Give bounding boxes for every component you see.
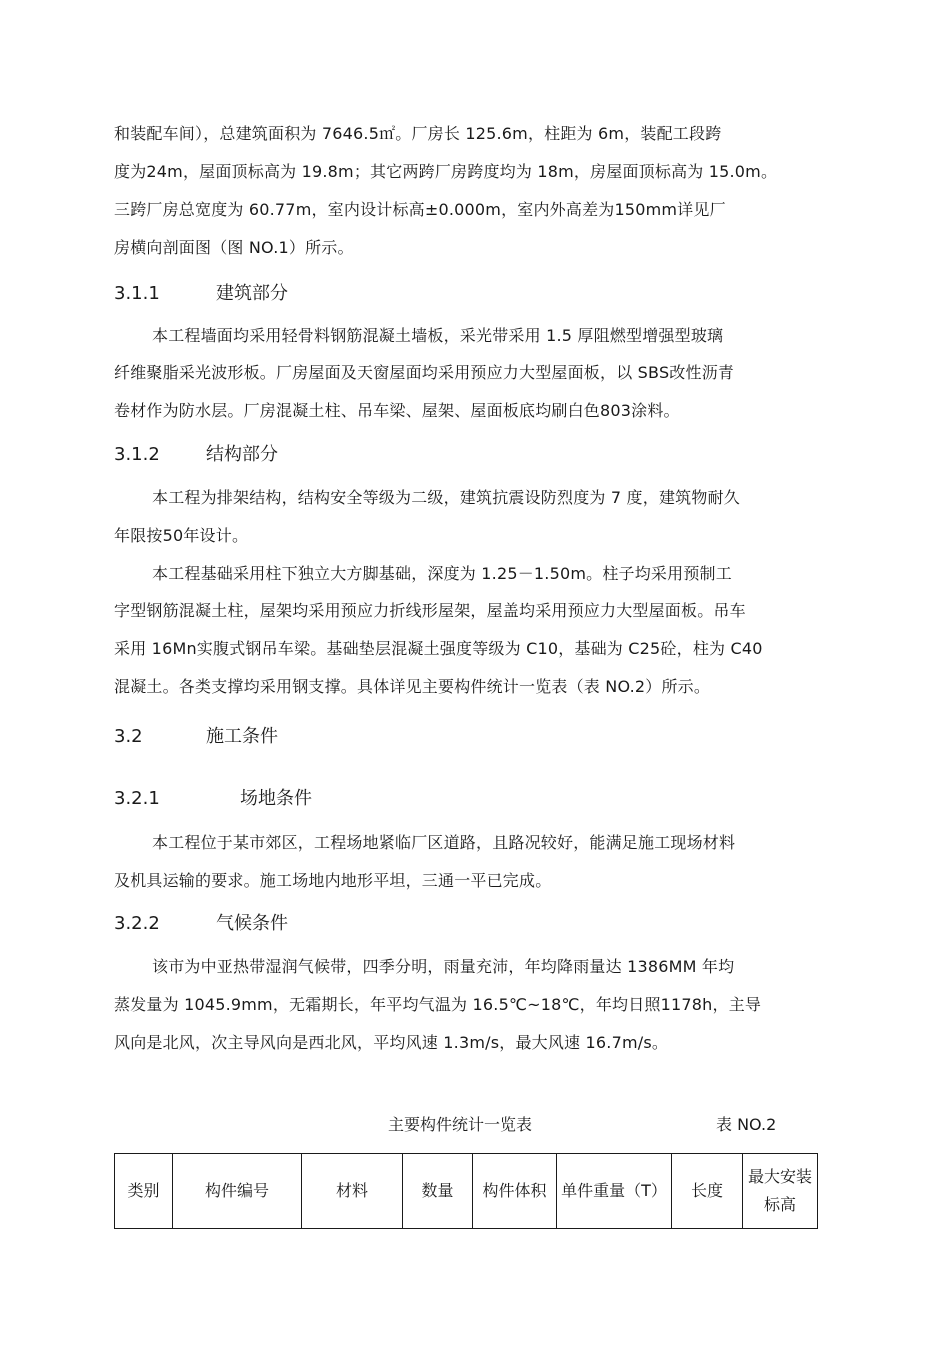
column-header: 单件重量（T） (557, 1154, 672, 1229)
column-header: 最大安装标高 (743, 1154, 818, 1229)
table-title: 主要构件统计一览表 (388, 1115, 533, 1134)
heading-3-2-1 (114, 788, 312, 810)
heading-3-2 (114, 726, 278, 748)
intro-line-3: 三跨厂房总宽度为 60.77m，室内设计标高±0.000m，室内外高差为150mm详见厂 (114, 200, 726, 219)
heading-title: 施工条件 (206, 726, 278, 747)
climate-line-1: 该市为中亚热带湿润气候带，四季分明，雨量充沛，年均降雨量达 1386MM 年均 (152, 957, 735, 976)
heading-3-2-2 (114, 913, 288, 935)
climate-line-3: 风向是北风，次主导风向是西北风，平均风速 1.3m/s，最大风速 16.7m/s。 (114, 1033, 669, 1052)
heading-title: 建筑部分 (216, 283, 288, 304)
heading-number: 3.1.1 (114, 283, 160, 304)
climate-line-2: 蒸发量为 1045.9mm，无霜期长，年平均气温为 16.5℃~18℃，年均日照1178h，主导 (114, 995, 762, 1014)
intro-line-4: 房横向剖面图（图 NO.1）所示。 (114, 238, 354, 257)
column-header: 构件编号 (173, 1154, 302, 1229)
site-line-2: 及机具运输的要求。施工场地内地形平坦，三通一平已完成。 (114, 871, 552, 890)
column-header: 长度 (672, 1154, 743, 1229)
table-number: 表 NO.2 (716, 1115, 777, 1134)
structure-line-2: 年限按50年设计。 (114, 526, 249, 545)
heading-number: 3.1.2 (114, 444, 160, 465)
architecture-line-1: 本工程墙面均采用轻骨料钢筋混凝土墙板，采光带采用 1.5 厚阻燃型增强型玻璃 (152, 326, 724, 345)
structure-line-6: 混凝土。各类支撑均采用钢支撑。具体详见主要构件统计一览表（表 NO.2）所示。 (114, 677, 711, 696)
heading-title: 结构部分 (206, 444, 278, 465)
structure-line-5: 采用 16Mn实腹式钢吊车梁。基础垫层混凝土强度等级为 C10，基础为 C25砼，柱为 C40 (114, 639, 763, 658)
site-line-1: 本工程位于某市郊区，工程场地紧临厂区道路，且路况较好，能满足施工现场材料 (152, 833, 736, 852)
intro-line-2: 度为24m，屋面顶标高为 19.8m；其它两跨厂房跨度均为 18m，房屋面顶标高为 15.0m。 (114, 162, 778, 181)
column-header: 数量 (403, 1154, 473, 1229)
heading-3-1-2 (114, 444, 278, 466)
heading-number: 3.2 (114, 726, 143, 747)
heading-title: 场地条件 (240, 788, 312, 809)
table-header-row (115, 1154, 818, 1229)
heading-number: 3.2.1 (114, 788, 160, 809)
structure-line-4: 字型钢筋混凝土柱，屋架均采用预应力折线形屋架，屋盖均采用预应力大型屋面板。吊车 (114, 601, 746, 620)
structure-line-3: 本工程基础采用柱下独立大方脚基础，深度为 1.25－1.50m。柱子均采用预制工 (152, 564, 732, 583)
column-header: 材料 (302, 1154, 403, 1229)
architecture-line-2: 纤维聚脂采光波形板。厂房屋面及天窗屋面均采用预应力大型屋面板，以 SBS改性沥青 (114, 363, 735, 382)
heading-number: 3.2.2 (114, 913, 160, 934)
heading-title: 气候条件 (216, 913, 288, 934)
column-header: 构件体积 (473, 1154, 557, 1229)
intro-line-1: 和装配车间），总建筑面积为 7646.5㎡。厂房长 125.6m，柱距为 6m，装配工段跨 (114, 124, 722, 143)
components-table (114, 1153, 818, 1229)
structure-line-1: 本工程为排架结构，结构安全等级为二级，建筑抗震设防烈度为 7 度，建筑物耐久 (152, 488, 740, 507)
architecture-line-3: 卷材作为防水层。厂房混凝土柱、吊车梁、屋架、屋面板底均刷白色803涂料。 (114, 401, 680, 420)
heading-3-1-1 (114, 283, 288, 305)
column-header: 类别 (115, 1154, 173, 1229)
